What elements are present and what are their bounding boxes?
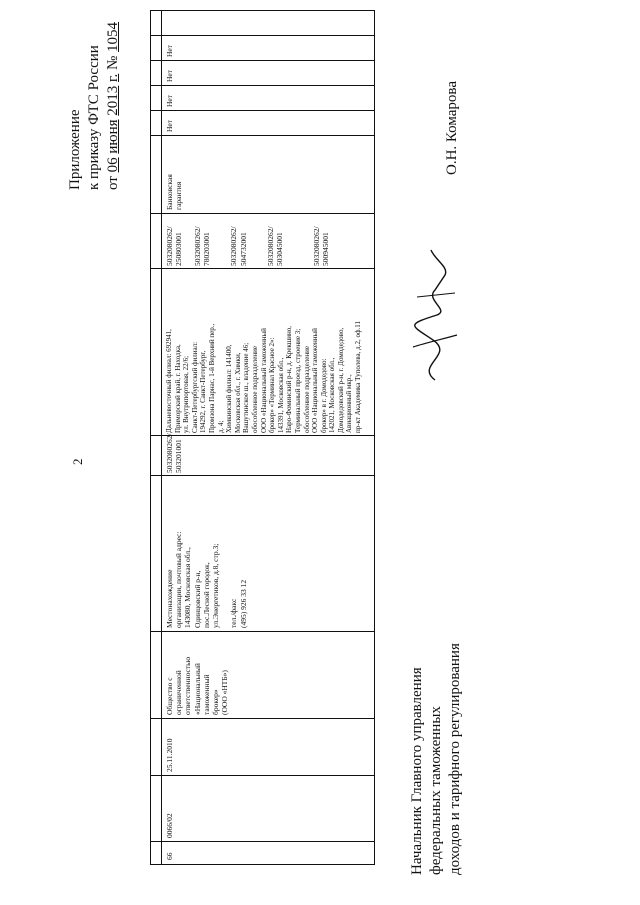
flag-a: Нет: [165, 119, 174, 132]
inn-kpp: 5032080262/ 503201001: [165, 433, 184, 473]
security-type: Банковская гарантия: [165, 174, 184, 210]
order-date-day: 06: [105, 157, 121, 173]
order-date-month: июня: [105, 119, 121, 154]
organization-location: Местонахождение организации, почтовый адрес: 143080, Московская обл., Одинцовский р-н, пос.Лесной городок, ул.Энергетиков, д.8, стр.3; тел./факс (495) 926 33 12: [165, 531, 248, 628]
branch-addresses: Дальневосточный филиал: 692941, Приморский край, г. Находка, ул. Внутрипортовая, 22/6; Санкт-Петербургский филиал: 194292, г. Санкт-Петербург, Промзона Парнас, 1-й Верхний пер., д. 4; Химкинский филиал: 141400, Московская обл., г. Химки, Вашутинское ш., владение 46; обособленное подразделение ООО «Национальный таможенный брокер» «Терминал Красное 2»: 143391, Московская обл., Наро-Фоминский р-н, д. Крекшино, Терминальный проезд, строение 3; обособленное подразделение ООО «Национальный таможенный брокер» в г. Домодедово: 142021, Московская обл., Домодедовский р-н, г. Домодедово, Авиационный мкр., пр-кт Академика Туполева, д.2, оф.11: [165, 321, 363, 433]
order-number: 1054: [105, 21, 121, 52]
flag-c: Нет: [165, 69, 174, 82]
handwritten-signature: [395, 245, 475, 385]
order-date-year: 2013: [105, 85, 121, 116]
registration-date: 25.11.2010: [165, 738, 174, 772]
registry-table: [150, 10, 375, 865]
row-index: 66: [165, 852, 174, 860]
appendix-date-line: от 06 июня 2013 г. № 1054: [105, 21, 121, 190]
page-number: 2: [70, 458, 85, 465]
appendix-header: [66, 22, 123, 190]
flag-d: Нет: [165, 44, 174, 57]
reg-number: 0066/02: [165, 813, 174, 838]
flag-b: Нет: [165, 94, 174, 107]
appendix-title: Приложение: [67, 109, 83, 190]
signatory-name: О.Н. Комарова: [444, 81, 460, 175]
organization-name: Общество с ограниченной ответственностью «Национальный таможенный брокер» (ООО «НТБ»): [165, 656, 230, 715]
appendix-order-ref: к приказу ФТС России: [86, 45, 102, 190]
branch-inn-kpp: 5032080262/ 250803001 5032080262/ 780203001 5032080262/ 504732001 5032080262/ 503045001 5032080262/ 500945001: [165, 226, 331, 266]
signatory-title: Начальник Главного управления федеральных таможенных доходов и тарифного регулирования: [409, 643, 463, 875]
table-top-rule: [161, 11, 162, 864]
